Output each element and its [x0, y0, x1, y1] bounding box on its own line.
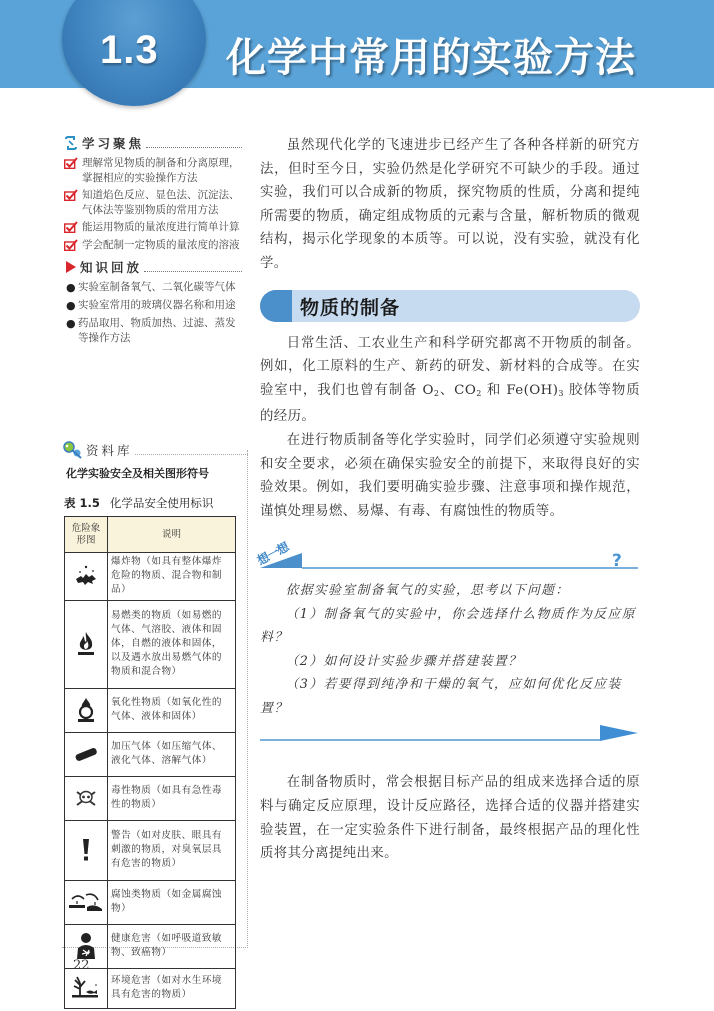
think-badge: 想一想	[254, 540, 291, 569]
recall-item: ● 药品取用、物质加热、过滤、蒸发等操作方法	[66, 317, 236, 344]
table-row: 警告（如对皮肤、眼具有刺激的物质，对臭氧层具有危害的物质）	[65, 820, 236, 880]
table-row: 健康危害（如呼吸道致敏物、致癌物）	[65, 924, 236, 968]
flammable-icon	[75, 631, 97, 657]
focus-heading	[64, 134, 242, 152]
explosive-icon	[73, 565, 99, 587]
divider-dots	[135, 445, 248, 455]
focus-item: 理解常见物质的制备和分离原理，掌握相应的实验操作方法	[64, 156, 242, 185]
gas-cylinder-icon	[72, 746, 100, 762]
divider-dots	[144, 263, 242, 272]
focus-title: 学习聚焦	[82, 136, 145, 151]
table-caption: 表 1.5 化学品安全使用标识	[64, 496, 214, 510]
bullet-icon: ●	[66, 317, 76, 330]
recall-title: 知识回放	[80, 260, 143, 275]
library-title: 资料库	[86, 443, 133, 458]
environment-hazard-icon	[71, 975, 101, 1001]
play-triangle-icon	[66, 261, 76, 273]
checkbox-checked-icon	[64, 157, 78, 169]
recall-heading	[64, 258, 242, 276]
exclamation-icon	[81, 838, 91, 862]
arrow-end-icon	[600, 725, 638, 741]
think-box	[254, 540, 640, 763]
sidebar	[64, 134, 242, 349]
section-paragraph: 日常生活、工农业生产和科学研究都离不开物质的制备。例如，化工原料的生产、新药的研发、新材料的合成等。在实验室中，我们也曾有制备 $O_2$、$CO_2$ 和 $Fe(OH)_3$ 胶体等物质的经历。	[260, 335, 640, 425]
checkbox-checked-icon	[64, 221, 78, 233]
section-heading-cap	[260, 290, 292, 322]
bullet-icon: ●	[66, 281, 76, 294]
think-intro: 依据实验室制备氧气的实验，思考以下问题：	[285, 583, 570, 599]
question-mark-icon: ?	[612, 551, 622, 572]
checkbox-checked-icon	[64, 189, 78, 201]
focus-icon	[64, 136, 78, 150]
corrosive-icon	[68, 891, 104, 913]
molecule-icon	[62, 440, 84, 460]
table-header-row	[65, 517, 236, 553]
library-heading	[62, 440, 248, 460]
page-number: 22	[73, 958, 90, 973]
think-top-rule	[302, 567, 638, 569]
table-row: 易燃类的物质（如易燃的气体、气溶胶、液体和固体，自燃的液体和固体，以及遇水放出易燃气体的物质和混合物）	[65, 600, 236, 688]
oxidizer-icon	[76, 697, 96, 723]
focus-list	[64, 156, 242, 252]
library-subtitle: 化学实验安全及相关图形符号	[66, 467, 209, 480]
focus-item: 能运用物质的量浓度进行简单计算	[64, 220, 242, 235]
think-bottom-rule	[260, 739, 600, 741]
table-row: 腐蚀类物质（如金属腐蚀物）	[65, 880, 236, 924]
chapter-title: 化学中常用的实验方法	[226, 35, 636, 81]
recall-section	[64, 258, 242, 346]
recall-item: ● 实验室制备氧气、二氧化碳等气体	[66, 281, 236, 294]
column-header-pictogram: 危险象形图	[65, 517, 108, 553]
column-header-description: 说明	[108, 517, 236, 553]
hazard-symbol-table	[64, 516, 236, 1009]
section-body	[260, 332, 640, 524]
section-title: 物质的制备	[300, 296, 401, 319]
think-question: （3）若要得到纯净和干燥的氧气，应如何优化反应装置？	[260, 677, 622, 716]
section-heading-bar	[260, 290, 640, 322]
intro-paragraph: 虽然现代化学的飞速进步已经产生了各种各样新的研究方法，但时至今日，实验仍然是化学研究不可缺少的手段。通过实验，我们可以合成新的物质，探究物质的性质，分离和提纯所需要的物质，确定组成物质的元素与含量，解析物质的微观结构，揭示化学现象的本质等。可以说，没有实验，就没有化学。	[260, 138, 640, 271]
section-paragraph: 在进行物质制备等化学实验时，同学们必须遵守实验规则和安全要求，必须在确保实验安全的前提下，来取得良好的实验效果。例如，我们要明确实验步骤、注意事项和操作规范，谨慎处理易燃、易爆、有毒、有腐蚀性的物质等。	[260, 432, 640, 519]
focus-item: 学会配制一定物质的量浓度的溶液	[64, 238, 242, 253]
divider-dots	[146, 139, 242, 148]
think-question: （2）如何设计实验步骤并搭建装置？	[285, 653, 523, 669]
think-question: （1）制备氧气的实验中，你会选择什么物质作为反应原料？	[260, 606, 636, 646]
table-row: 环境危害（如对水生环境具有危害的物质）	[65, 968, 236, 1008]
bullet-icon: ●	[66, 299, 76, 312]
chapter-number: 1.3	[100, 28, 159, 72]
recall-list	[64, 280, 242, 346]
main-content	[254, 134, 640, 866]
checkbox-checked-icon	[64, 239, 78, 251]
skull-crossbones-icon	[74, 788, 98, 808]
table-row: 加压气体（如压缩气体、液化气体、溶解气体）	[65, 732, 236, 776]
health-hazard-icon	[75, 932, 97, 960]
recall-item: ● 实验室常用的玻璃仪器名称和用途	[66, 299, 236, 312]
think-questions	[260, 579, 640, 720]
focus-item: 知道焰色反应、显色法、沉淀法、气体法等鉴别物质的常用方法	[64, 188, 242, 217]
table-row: 爆炸物（如具有整体爆炸危险的物质、混合物和制品）	[65, 553, 236, 601]
table-row: 氧化性物质（如氧化性的气体、液体和固体）	[65, 688, 236, 732]
closing-paragraph: 在制备物质时，常会根据目标产品的组成来选择合适的原料与确定反应原理，设计反应路径，选择合适的仪器并搭建实验装置，在一定实验条件下进行制备，最终根据产品的理化性质将其分离提纯出来。	[260, 775, 640, 862]
table-row: 毒性物质（如具有急性毒性的物质）	[65, 776, 236, 820]
